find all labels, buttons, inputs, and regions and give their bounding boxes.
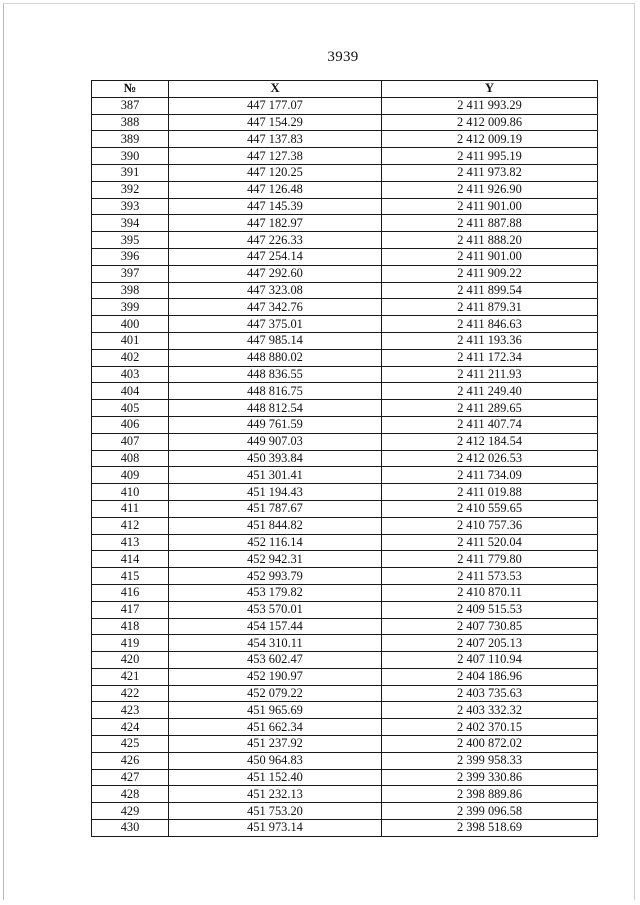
cell-y: 2 412 009.86 xyxy=(382,114,598,131)
cell-number: 390 xyxy=(92,148,169,165)
cell-x: 453 570.01 xyxy=(169,601,382,618)
cell-y: 2 403 332.32 xyxy=(382,702,598,719)
cell-x: 448 836.55 xyxy=(169,366,382,383)
table-row xyxy=(92,97,598,114)
cell-y: 2 410 870.11 xyxy=(382,584,598,601)
cell-number: 422 xyxy=(92,685,169,702)
cell-y: 2 410 757.36 xyxy=(382,517,598,534)
table-body xyxy=(92,97,598,836)
cell-y: 2 409 515.53 xyxy=(382,601,598,618)
table-row xyxy=(92,752,598,769)
coordinates-table xyxy=(91,80,598,837)
header-x: X xyxy=(169,81,382,98)
page-number: 3939 xyxy=(327,49,359,65)
cell-y: 2 411 407.74 xyxy=(382,416,598,433)
cell-x: 447 154.29 xyxy=(169,114,382,131)
cell-y: 2 411 172.34 xyxy=(382,349,598,366)
table-row xyxy=(92,820,598,837)
cell-number: 418 xyxy=(92,618,169,635)
table-row xyxy=(92,416,598,433)
table-row xyxy=(92,702,598,719)
cell-number: 393 xyxy=(92,198,169,215)
table-row xyxy=(92,568,598,585)
cell-x: 447 292.60 xyxy=(169,265,382,282)
cell-y: 2 411 887.88 xyxy=(382,215,598,232)
cell-x: 454 157.44 xyxy=(169,618,382,635)
cell-y: 2 411 879.31 xyxy=(382,299,598,316)
cell-x: 450 964.83 xyxy=(169,752,382,769)
table-row xyxy=(92,433,598,450)
cell-y: 2 411 734.09 xyxy=(382,467,598,484)
cell-number: 401 xyxy=(92,332,169,349)
header-y: Y xyxy=(382,81,598,98)
cell-number: 430 xyxy=(92,820,169,837)
cell-number: 404 xyxy=(92,383,169,400)
table-row xyxy=(92,719,598,736)
cell-number: 400 xyxy=(92,316,169,333)
cell-y: 2 411 193.36 xyxy=(382,332,598,349)
cell-y: 2 411 973.82 xyxy=(382,164,598,181)
cell-x: 448 812.54 xyxy=(169,400,382,417)
cell-number: 407 xyxy=(92,433,169,450)
cell-y: 2 411 901.00 xyxy=(382,248,598,265)
cell-x: 447 226.33 xyxy=(169,232,382,249)
table-row xyxy=(92,114,598,131)
cell-x: 447 375.01 xyxy=(169,316,382,333)
cell-y: 2 411 520.04 xyxy=(382,534,598,551)
cell-x: 451 194.43 xyxy=(169,484,382,501)
cell-y: 2 411 019.88 xyxy=(382,484,598,501)
table-row xyxy=(92,248,598,265)
table-row xyxy=(92,618,598,635)
cell-number: 410 xyxy=(92,484,169,501)
cell-y: 2 412 026.53 xyxy=(382,450,598,467)
cell-x: 447 323.08 xyxy=(169,282,382,299)
cell-y: 2 411 993.29 xyxy=(382,97,598,114)
cell-number: 409 xyxy=(92,467,169,484)
cell-x: 447 182.97 xyxy=(169,215,382,232)
cell-number: 398 xyxy=(92,282,169,299)
cell-x: 452 993.79 xyxy=(169,568,382,585)
cell-y: 2 412 009.19 xyxy=(382,131,598,148)
cell-y: 2 399 096.58 xyxy=(382,803,598,820)
table-row xyxy=(92,232,598,249)
table-row xyxy=(92,131,598,148)
table-row xyxy=(92,265,598,282)
cell-x: 447 127.38 xyxy=(169,148,382,165)
cell-number: 420 xyxy=(92,652,169,669)
table-row xyxy=(92,316,598,333)
cell-x: 447 126.48 xyxy=(169,181,382,198)
cell-y: 2 411 899.54 xyxy=(382,282,598,299)
cell-number: 426 xyxy=(92,752,169,769)
table-row xyxy=(92,534,598,551)
cell-number: 389 xyxy=(92,131,169,148)
cell-number: 394 xyxy=(92,215,169,232)
table-row xyxy=(92,786,598,803)
cell-number: 421 xyxy=(92,668,169,685)
cell-number: 402 xyxy=(92,349,169,366)
cell-number: 396 xyxy=(92,248,169,265)
table-row xyxy=(92,450,598,467)
table-row xyxy=(92,601,598,618)
cell-number: 391 xyxy=(92,164,169,181)
cell-x: 454 310.11 xyxy=(169,635,382,652)
cell-y: 2 402 370.15 xyxy=(382,719,598,736)
cell-x: 447 177.07 xyxy=(169,97,382,114)
cell-x: 449 761.59 xyxy=(169,416,382,433)
cell-number: 427 xyxy=(92,769,169,786)
table-row xyxy=(92,685,598,702)
cell-x: 451 753.20 xyxy=(169,803,382,820)
cell-number: 405 xyxy=(92,400,169,417)
table-row xyxy=(92,668,598,685)
cell-number: 403 xyxy=(92,366,169,383)
cell-number: 413 xyxy=(92,534,169,551)
cell-number: 388 xyxy=(92,114,169,131)
cell-number: 387 xyxy=(92,97,169,114)
table-row xyxy=(92,332,598,349)
cell-y: 2 411 995.19 xyxy=(382,148,598,165)
cell-x: 451 662.34 xyxy=(169,719,382,736)
cell-number: 428 xyxy=(92,786,169,803)
cell-x: 451 965.69 xyxy=(169,702,382,719)
cell-number: 408 xyxy=(92,450,169,467)
cell-y: 2 407 205.13 xyxy=(382,635,598,652)
cell-x: 447 137.83 xyxy=(169,131,382,148)
cell-x: 447 342.76 xyxy=(169,299,382,316)
cell-y: 2 411 909.22 xyxy=(382,265,598,282)
cell-x: 450 393.84 xyxy=(169,450,382,467)
table-row xyxy=(92,383,598,400)
table-row xyxy=(92,736,598,753)
cell-number: 415 xyxy=(92,568,169,585)
cell-number: 417 xyxy=(92,601,169,618)
cell-y: 2 404 186.96 xyxy=(382,668,598,685)
cell-x: 452 190.97 xyxy=(169,668,382,685)
cell-y: 2 411 573.53 xyxy=(382,568,598,585)
table-row xyxy=(92,584,598,601)
table-row xyxy=(92,215,598,232)
cell-x: 451 844.82 xyxy=(169,517,382,534)
cell-y: 2 411 846.63 xyxy=(382,316,598,333)
cell-number: 419 xyxy=(92,635,169,652)
table-row xyxy=(92,299,598,316)
cell-x: 447 254.14 xyxy=(169,248,382,265)
cell-number: 406 xyxy=(92,416,169,433)
cell-x: 451 237.92 xyxy=(169,736,382,753)
cell-y: 2 411 249.40 xyxy=(382,383,598,400)
cell-x: 452 079.22 xyxy=(169,685,382,702)
table-row xyxy=(92,164,598,181)
cell-y: 2 407 110.94 xyxy=(382,652,598,669)
cell-y: 2 398 889.86 xyxy=(382,786,598,803)
cell-number: 411 xyxy=(92,500,169,517)
header-number: № xyxy=(92,81,169,98)
table-row xyxy=(92,517,598,534)
table-row xyxy=(92,148,598,165)
cell-number: 429 xyxy=(92,803,169,820)
cell-x: 447 145.39 xyxy=(169,198,382,215)
cell-y: 2 410 559.65 xyxy=(382,500,598,517)
cell-x: 451 152.40 xyxy=(169,769,382,786)
cell-x: 452 116.14 xyxy=(169,534,382,551)
table-row xyxy=(92,769,598,786)
cell-number: 395 xyxy=(92,232,169,249)
table-row xyxy=(92,635,598,652)
cell-x: 451 973.14 xyxy=(169,820,382,837)
cell-number: 416 xyxy=(92,584,169,601)
cell-y: 2 411 779.80 xyxy=(382,551,598,568)
cell-number: 425 xyxy=(92,736,169,753)
cell-x: 451 787.67 xyxy=(169,500,382,517)
cell-number: 423 xyxy=(92,702,169,719)
table-row xyxy=(92,198,598,215)
cell-y: 2 400 872.02 xyxy=(382,736,598,753)
cell-x: 453 179.82 xyxy=(169,584,382,601)
cell-number: 397 xyxy=(92,265,169,282)
cell-number: 414 xyxy=(92,551,169,568)
cell-number: 399 xyxy=(92,299,169,316)
table-row xyxy=(92,282,598,299)
table-row xyxy=(92,500,598,517)
cell-y: 2 411 901.00 xyxy=(382,198,598,215)
table-row xyxy=(92,484,598,501)
cell-x: 447 985.14 xyxy=(169,332,382,349)
cell-x: 451 232.13 xyxy=(169,786,382,803)
cell-x: 447 120.25 xyxy=(169,164,382,181)
table-row xyxy=(92,349,598,366)
cell-y: 2 411 888.20 xyxy=(382,232,598,249)
cell-x: 448 816.75 xyxy=(169,383,382,400)
cell-y: 2 398 518.69 xyxy=(382,820,598,837)
table-row xyxy=(92,467,598,484)
cell-number: 392 xyxy=(92,181,169,198)
cell-y: 2 399 958.33 xyxy=(382,752,598,769)
cell-x: 449 907.03 xyxy=(169,433,382,450)
cell-x: 451 301.41 xyxy=(169,467,382,484)
table-row xyxy=(92,551,598,568)
cell-x: 453 602.47 xyxy=(169,652,382,669)
table-row xyxy=(92,652,598,669)
cell-y: 2 411 926.90 xyxy=(382,181,598,198)
cell-y: 2 411 289.65 xyxy=(382,400,598,417)
cell-number: 424 xyxy=(92,719,169,736)
table-row xyxy=(92,366,598,383)
table-row xyxy=(92,400,598,417)
cell-y: 2 403 735.63 xyxy=(382,685,598,702)
table-row xyxy=(92,181,598,198)
cell-y: 2 399 330.86 xyxy=(382,769,598,786)
cell-x: 452 942.31 xyxy=(169,551,382,568)
cell-y: 2 407 730.85 xyxy=(382,618,598,635)
cell-y: 2 411 211.93 xyxy=(382,366,598,383)
table-row xyxy=(92,803,598,820)
cell-y: 2 412 184.54 xyxy=(382,433,598,450)
table-header-row xyxy=(92,81,598,98)
cell-x: 448 880.02 xyxy=(169,349,382,366)
cell-number: 412 xyxy=(92,517,169,534)
